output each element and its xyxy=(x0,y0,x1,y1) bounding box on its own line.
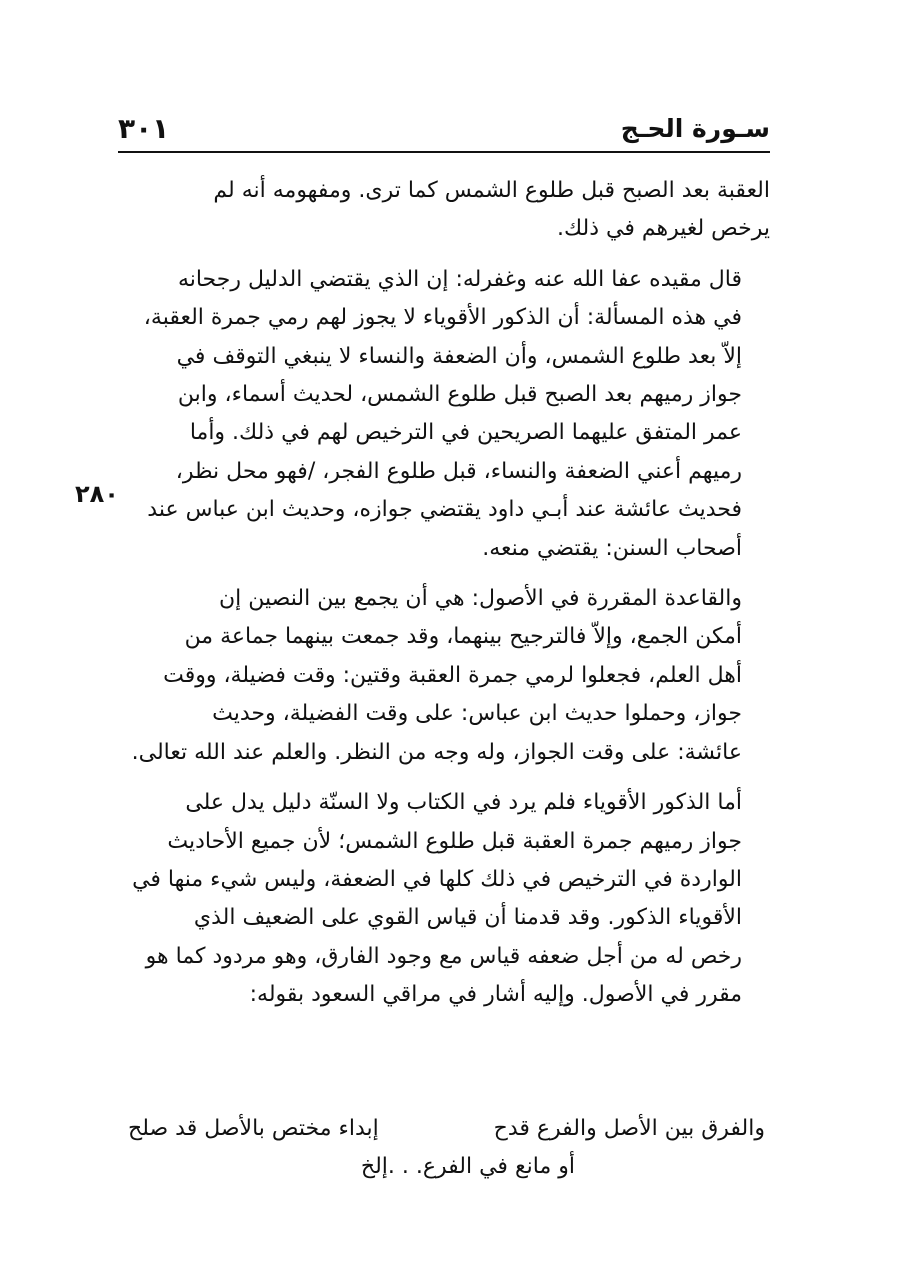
text-line: الواردة في الترخيص في ذلك كلها في الضعفة، وليس شيء منها في xyxy=(132,866,742,892)
page-number: ٣٠١ xyxy=(118,112,170,145)
text-line: أما الذكور الأقوياء فلم يرد في الكتاب ولا السنّة دليل يدل على xyxy=(185,790,742,816)
verse-hemistich: إبداء مختص بالأصل قد صلح xyxy=(128,1116,379,1141)
main-text xyxy=(128,172,770,1027)
margin-reference-number: ٢٨٠ xyxy=(75,480,119,508)
text-line: عائشة: على وقت الجواز، وله وجه من النظر. والعلم عند الله تعالى. xyxy=(131,739,742,765)
text-line: جواز رميهم بعد الصبح قبل طلوع الشمس، لحديث أسماء، وابن xyxy=(177,382,742,408)
paragraph xyxy=(128,172,770,249)
verse-continuation: أو مانع في الفرع. . .إلخ xyxy=(360,1154,575,1179)
header-rule xyxy=(118,151,770,153)
text-line: قال مقيده عفا الله عنه وغفرله: إن الذي يقتضي الدليل رجحانه xyxy=(177,266,742,292)
verse-hemistich: والفرق بين الأصل والفرع قدح xyxy=(493,1116,765,1141)
text-line: إلاّ بعد طلوع الشمس، وأن الضعفة والنساء لا ينبغي التوقف في xyxy=(176,343,742,369)
surah-title: سـورة الحـج xyxy=(620,114,770,143)
text-line: الأقوياء الذكور. وقد قدمنا أن قياس القوي على الضعيف الذي xyxy=(193,905,742,931)
text-line: في هذه المسألة: أن الذكور الأقوياء لا يجوز لهم رمي جمرة العقبة، xyxy=(143,305,742,331)
text-line: أصحاب السنن: يقتضي منعه. xyxy=(482,535,742,561)
text-line: رخص له من أجل ضعفه قياس مع وجود الفارق، وهو مردود كما هو xyxy=(145,943,742,969)
text-line: جواز رميهم جمرة العقبة قبل طلوع الشمس؛ لأن جميع الأحاديث xyxy=(167,828,742,854)
text-line: رميهم أعني الضعفة والنساء، قبل طلوع الفجر، /فهو محل نظر، xyxy=(175,458,742,484)
text-line: يرخص لغيرهم في ذلك. xyxy=(556,216,770,242)
page-header xyxy=(118,112,770,152)
text-line: والقاعدة المقررة في الأصول: هي أن يجمع بين النصين إن xyxy=(219,586,742,612)
paragraph xyxy=(128,784,770,1014)
text-line: فحديث عائشة عند أبـي داود يقتضي جوازه، وحديث ابن عباس عند xyxy=(147,497,742,523)
text-line: أمكن الجمع، وإلاّ فالترجيح بينهما، وقد جمعت بينهما جماعة من xyxy=(184,624,742,650)
text-line: مقرر في الأصول. وإليه أشار في مراقي السعود بقوله: xyxy=(249,982,742,1008)
paragraph xyxy=(128,580,770,772)
paragraph xyxy=(128,261,770,568)
text-line: أهل العلم، فجعلوا لرمي جمرة العقبة وقتين: وقت فضيلة، ووقت xyxy=(163,662,742,688)
text-line: عمر المتفق عليهما الصريحين في الترخيص لهم في ذلك. وأما xyxy=(189,420,742,446)
text-line: جواز، وحملوا حديث ابن عباس: على وقت الفضيلة، وحديث xyxy=(212,701,742,727)
text-line: العقبة بعد الصبح قبل طلوع الشمس كما ترى. ومفهومه أنه لم xyxy=(213,178,770,203)
